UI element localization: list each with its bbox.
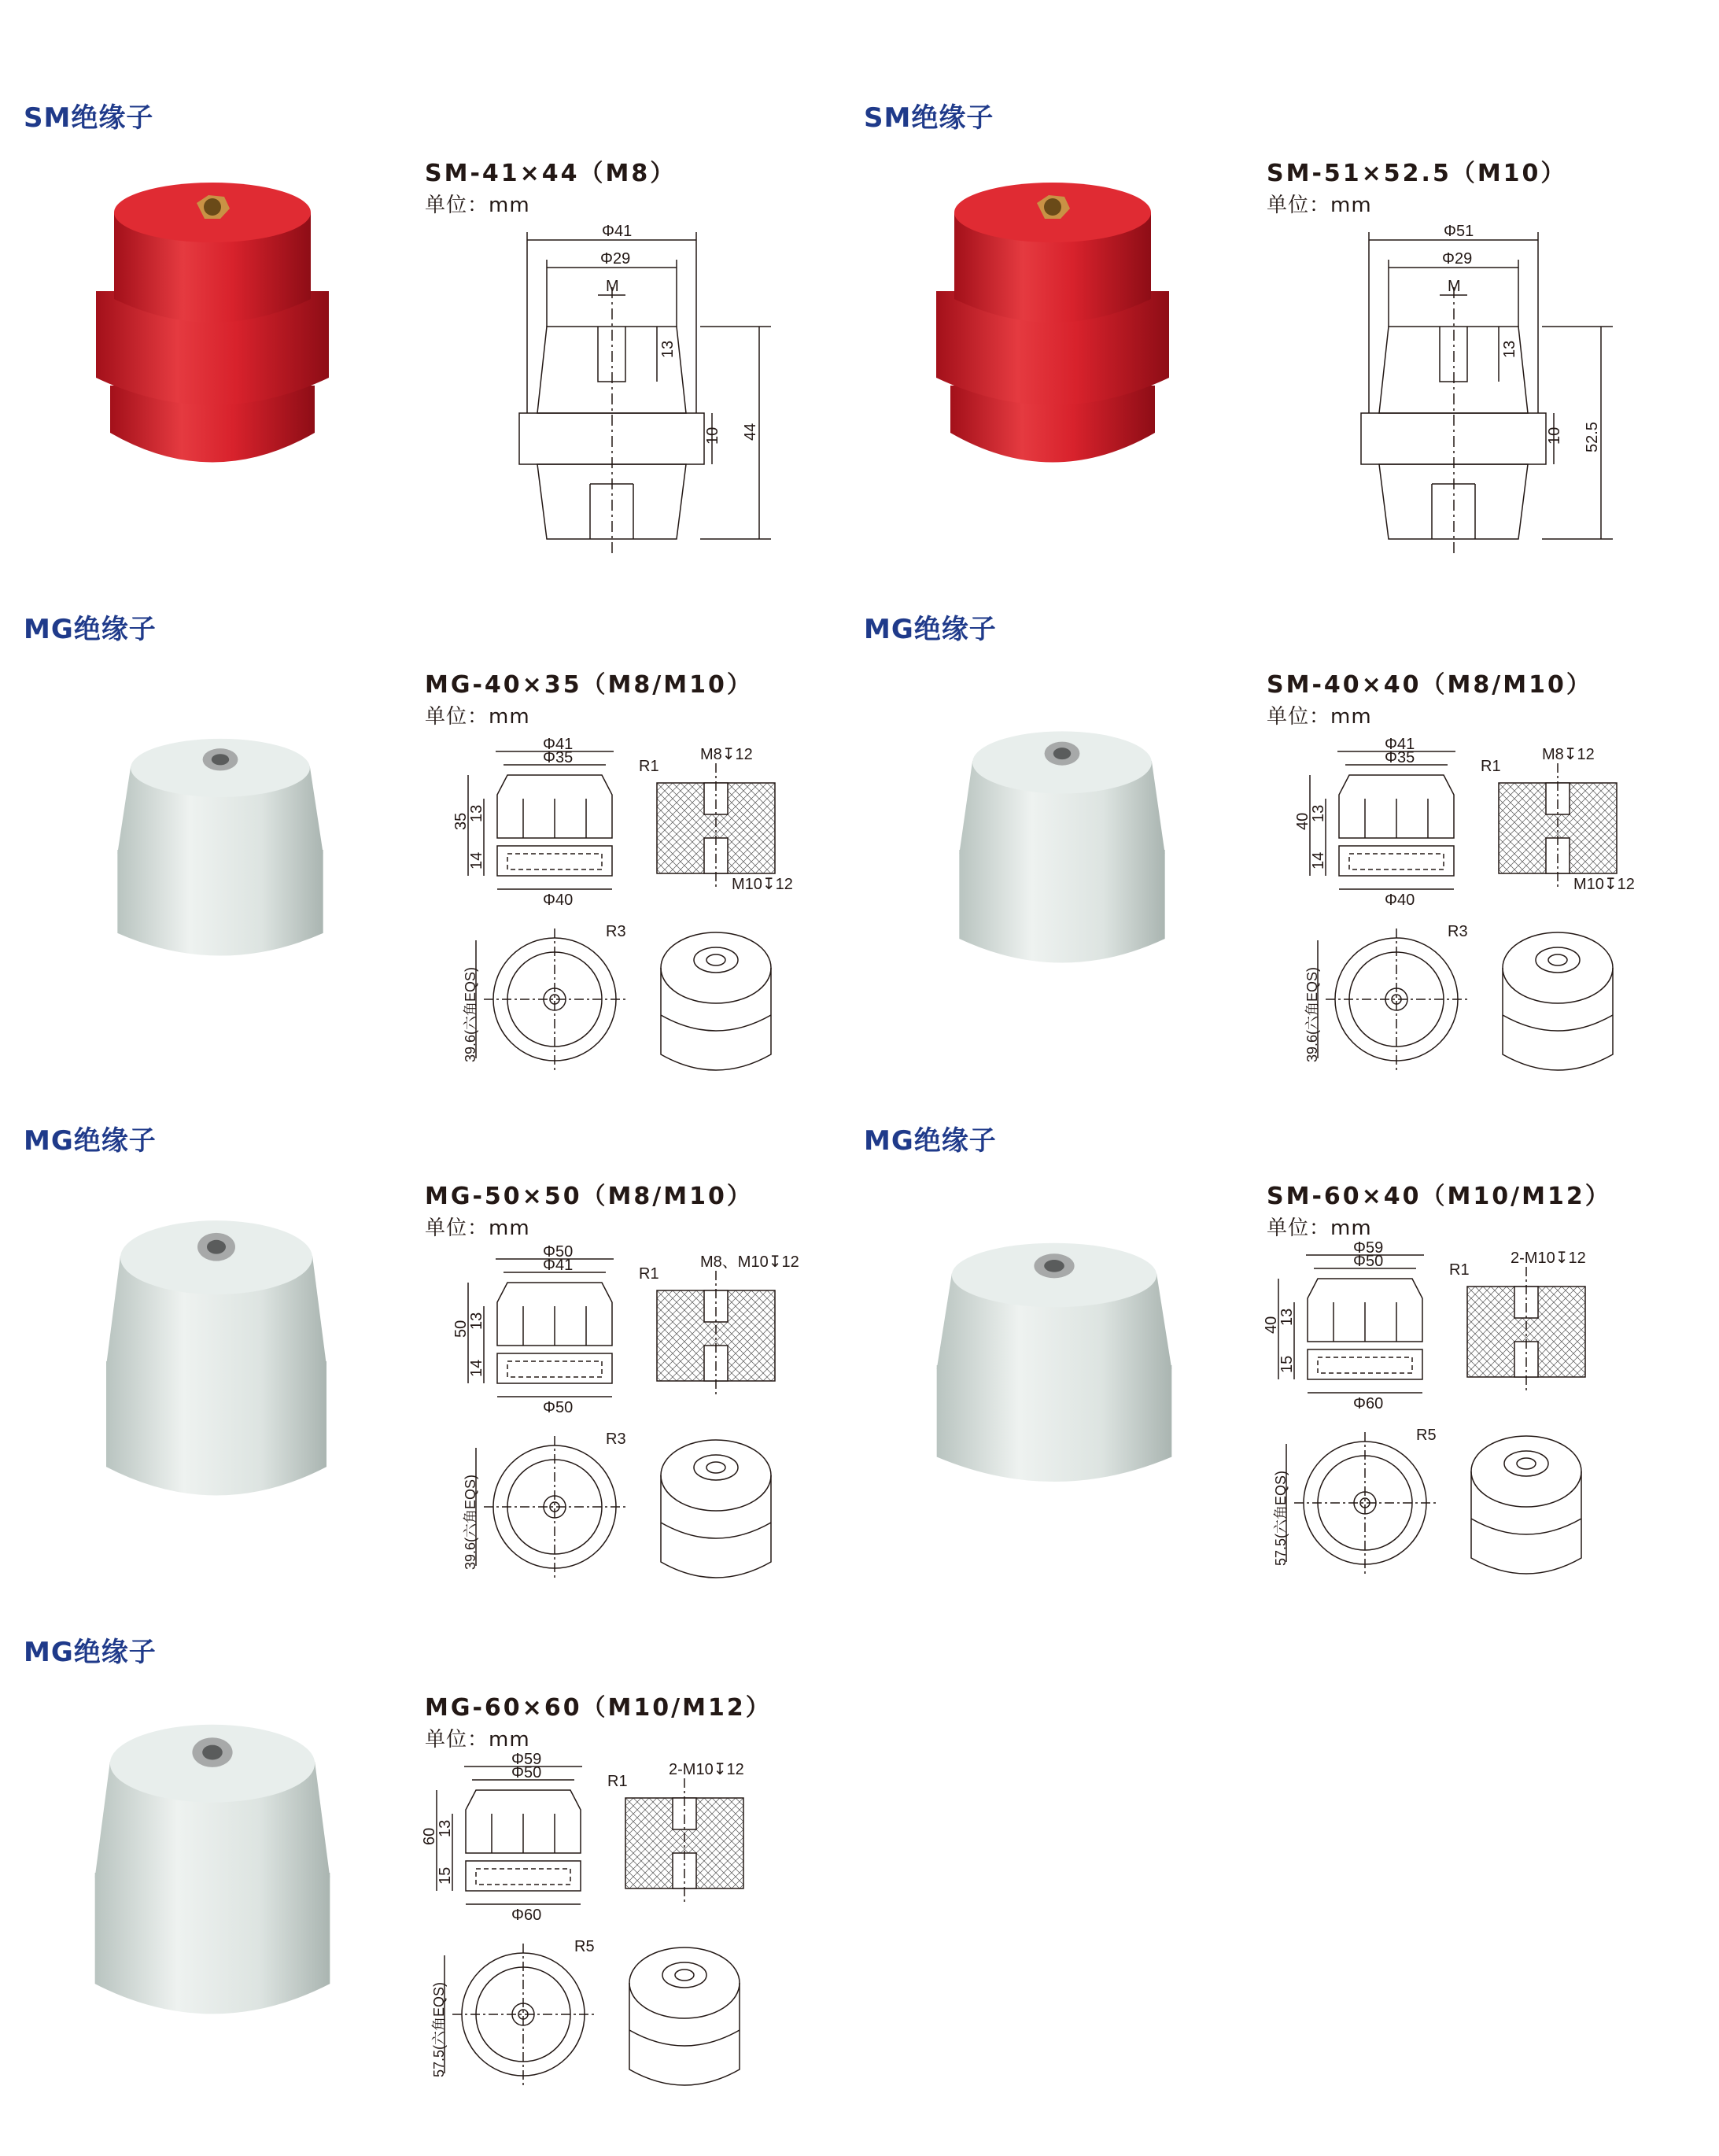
- dim-h1: 13: [468, 1312, 485, 1330]
- section-title: MG绝缘子: [864, 614, 997, 645]
- section-title: SM绝缘子: [864, 102, 994, 134]
- dim-sec_top: M8↧12: [1542, 746, 1595, 763]
- dim-d2: Φ35: [543, 749, 574, 766]
- dim-eqs: 39.6(六角EQS): [1304, 966, 1320, 1062]
- dim-r1: R1: [1481, 758, 1501, 775]
- dim-h2: 10: [1546, 426, 1563, 445]
- dim-h: 40: [1294, 812, 1311, 830]
- model-title: MG-60×60（M10/M12）: [425, 1694, 772, 1722]
- model-title: MG-50×50（M8/M10）: [425, 1183, 753, 1210]
- dim-h2: 15: [437, 1866, 454, 1885]
- dim-d1: Φ50: [543, 1243, 574, 1261]
- dim-sec_bot: M10↧12: [1573, 876, 1635, 893]
- section-title: SM绝缘子: [24, 102, 154, 134]
- unit-label: 单位：mm: [1267, 194, 1372, 217]
- dim-r1: R1: [607, 1773, 628, 1790]
- model-title: SM-40×40（M8/M10）: [1267, 671, 1592, 699]
- dim-d2: Φ29: [600, 250, 631, 268]
- insulator-photo: [98, 1212, 334, 1511]
- dim-h1: 13: [1501, 340, 1518, 358]
- dim-h1: 13: [468, 804, 485, 822]
- dim-d2: Φ41: [543, 1257, 574, 1274]
- insulator-photo: [87, 1715, 338, 2030]
- dim-r1: R1: [639, 758, 659, 775]
- section-title: MG绝缘子: [24, 614, 157, 645]
- dim-h: 40: [1263, 1316, 1280, 1334]
- dim-h3: 52.5: [1584, 422, 1601, 452]
- dim-eqs: 39.6(六角EQS): [463, 1474, 478, 1570]
- model-title: SM-51×52.5（M10）: [1267, 160, 1567, 187]
- unit-label: 单位：mm: [425, 705, 530, 729]
- insulator-photo: [919, 181, 1186, 488]
- dim-h2: 14: [1310, 851, 1327, 869]
- dim-d3: Φ40: [1385, 892, 1415, 909]
- unit-label: 单位：mm: [1267, 705, 1372, 729]
- dim-sec_top: M8↧12: [700, 746, 753, 763]
- dim-h2: 15: [1278, 1355, 1296, 1373]
- insulator-photo: [928, 1235, 1180, 1495]
- section-title: MG绝缘子: [24, 1125, 157, 1157]
- dim-h2: 10: [704, 426, 721, 445]
- dim-d2: Φ50: [511, 1764, 542, 1781]
- dim-h1: 13: [659, 340, 677, 358]
- dim-d2: Φ50: [1353, 1253, 1384, 1270]
- dim-h2: 14: [468, 1359, 485, 1377]
- dim-h: 35: [452, 812, 470, 830]
- technical-drawing: [421, 1751, 787, 2132]
- dim-d3: Φ60: [1353, 1395, 1384, 1412]
- dim-r3: R3: [1448, 923, 1468, 940]
- section-title: MG绝缘子: [24, 1637, 157, 1668]
- dim-sec_top: 2-M10↧12: [1511, 1250, 1586, 1267]
- dim-eqs: 39.6(六角EQS): [463, 966, 478, 1062]
- dim-h: 60: [421, 1827, 438, 1845]
- dim-h1: 13: [1310, 804, 1327, 822]
- dim-d1: Φ41: [543, 736, 574, 753]
- dim-thread: M: [606, 278, 619, 295]
- unit-label: 单位：mm: [425, 1728, 530, 1752]
- unit-label: 单位：mm: [425, 194, 530, 217]
- model-title: MG-40×35（M8/M10）: [425, 671, 753, 699]
- dim-r1: R1: [1449, 1261, 1470, 1279]
- dim-h2: 14: [468, 851, 485, 869]
- insulator-photo: [79, 181, 346, 488]
- dim-d1: Φ59: [1353, 1239, 1384, 1257]
- dim-d2: Φ29: [1442, 250, 1473, 268]
- unit-label: 单位：mm: [425, 1216, 530, 1240]
- dim-sec_bot: M10↧12: [732, 876, 793, 893]
- model-title: SM-41×44（M8）: [425, 160, 677, 187]
- dim-h1: 13: [437, 1819, 454, 1837]
- dim-r1: R1: [639, 1265, 659, 1283]
- dim-r3: R3: [606, 923, 626, 940]
- dim-d1: Φ41: [602, 223, 633, 240]
- dim-d1: Φ41: [1385, 736, 1415, 753]
- technical-drawing: [1263, 1239, 1629, 1621]
- section-title: MG绝缘子: [864, 1125, 997, 1157]
- dim-r3: R5: [574, 1938, 595, 1955]
- insulator-photo: [952, 724, 1172, 976]
- dim-d1: Φ51: [1444, 223, 1474, 240]
- dim-r3: R5: [1416, 1427, 1437, 1444]
- dim-r3: R3: [606, 1431, 626, 1448]
- dim-thread: M: [1448, 278, 1461, 295]
- dim-sec_top: 2-M10↧12: [669, 1761, 744, 1778]
- insulator-photo: [110, 732, 330, 968]
- technical-drawing: [452, 1243, 818, 1625]
- dim-d1: Φ59: [511, 1751, 542, 1768]
- technical-drawing: [452, 736, 818, 1117]
- technical-drawing: [511, 224, 787, 570]
- unit-label: 单位：mm: [1267, 1216, 1372, 1240]
- dim-h: 50: [452, 1320, 470, 1338]
- dim-sec_top: M8、M10↧12: [700, 1253, 799, 1271]
- dim-eqs: 57.5(六角EQS): [431, 1981, 447, 2077]
- model-title: SM-60×40（M10/M12）: [1267, 1183, 1611, 1210]
- dim-d2: Φ35: [1385, 749, 1415, 766]
- dim-d3: Φ40: [543, 892, 574, 909]
- dim-h1: 13: [1278, 1308, 1296, 1326]
- dim-eqs: 57.5(六角EQS): [1273, 1470, 1289, 1566]
- dim-h3: 44: [742, 423, 759, 441]
- dim-d3: Φ60: [511, 1907, 542, 1924]
- dim-d3: Φ50: [543, 1399, 574, 1416]
- technical-drawing: [1294, 736, 1660, 1117]
- technical-drawing: [1353, 224, 1629, 570]
